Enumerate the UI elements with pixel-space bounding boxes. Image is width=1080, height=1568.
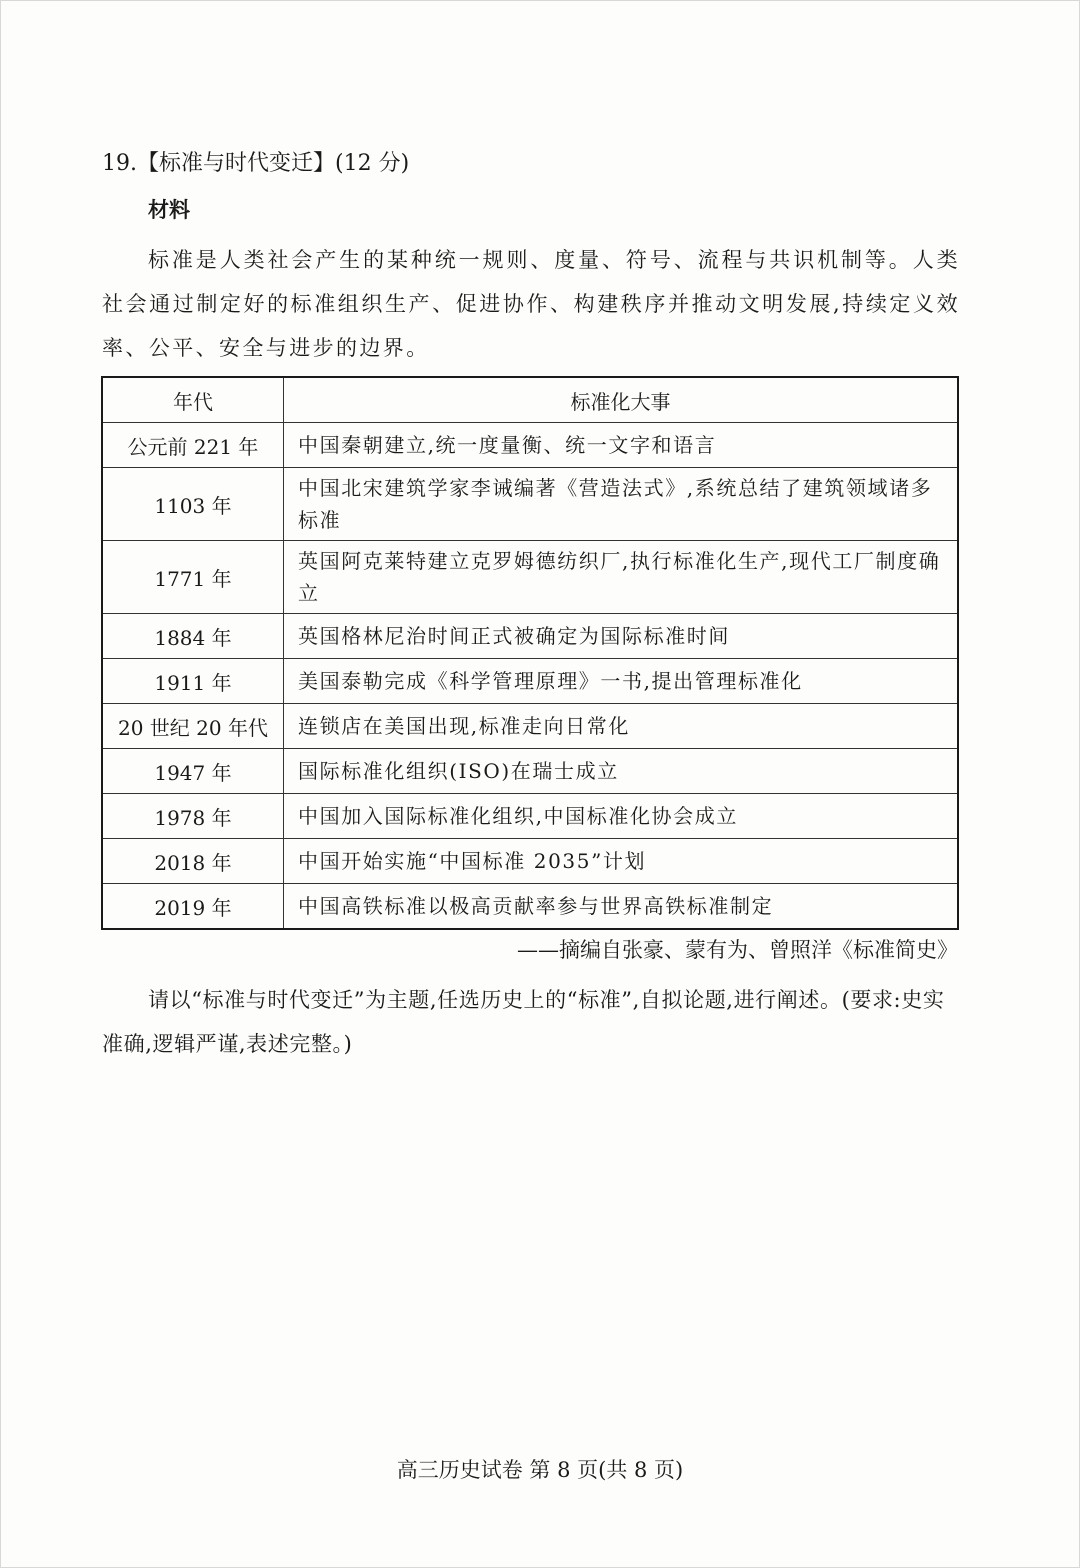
year-cell: 20 世纪 20 年代 — [102, 704, 284, 749]
event-cell: 中国加入国际标准化组织,中国标准化协会成立 — [284, 794, 959, 839]
event-cell: 中国北宋建筑学家李诫编著《营造法式》,系统总结了建筑领域诸多标准 — [284, 468, 959, 541]
material-label: 材料 — [148, 198, 190, 222]
table-row — [102, 659, 958, 704]
table-row — [102, 423, 958, 468]
table-row — [102, 839, 958, 884]
year-cell: 1103 年 — [102, 468, 284, 541]
intro-paragraph: 标准是人类社会产生的某种统一规则、度量、符号、流程与共识机制等。人类社会通过制定好的标准组织生产、促进协作、构建秩序并推动文明发展,持续定义效率、公平、安全与进步的边界。 — [102, 248, 960, 360]
header-era: 年代 — [102, 377, 284, 423]
header-events: 标准化大事 — [284, 377, 959, 423]
essay-prompt: 请以“标准与时代变迁”为主题,任选历史上的“标准”,自拟论题,进行阐述。(要求:史实准确,逻辑严谨,表述完整。) — [102, 988, 945, 1056]
table-row — [102, 749, 958, 794]
question-points: (12 分) — [335, 151, 410, 176]
table-row — [102, 468, 958, 541]
table-row — [102, 884, 958, 930]
year-cell: 1771 年 — [102, 541, 284, 614]
event-cell: 连锁店在美国出现,标准走向日常化 — [284, 704, 959, 749]
table-row — [102, 704, 958, 749]
year-cell: 1947 年 — [102, 749, 284, 794]
year-cell: 1911 年 — [102, 659, 284, 704]
year-cell: 2019 年 — [102, 884, 284, 930]
standardization-events-table — [101, 376, 959, 930]
event-cell: 中国开始实施“中国标准 2035”计划 — [284, 839, 959, 884]
question-title: 【标准与时代变迁】 — [137, 151, 336, 176]
event-cell: 英国格林尼治时间正式被确定为国际标准时间 — [284, 614, 959, 659]
table-row — [102, 614, 958, 659]
event-cell: 中国秦朝建立,统一度量衡、统一文字和语言 — [284, 423, 959, 468]
source-citation: ——摘编自张豪、蒙有为、曾照洋《标准简史》 — [517, 938, 958, 962]
event-cell: 美国泰勒完成《科学管理原理》一书,提出管理标准化 — [284, 659, 959, 704]
year-cell: 1884 年 — [102, 614, 284, 659]
question-number: 19. — [102, 151, 137, 176]
table-header-row — [102, 377, 958, 423]
event-cell: 国际标准化组织(ISO)在瑞士成立 — [284, 749, 959, 794]
question-header — [102, 148, 409, 180]
year-cell: 公元前 221 年 — [102, 423, 284, 468]
table-row — [102, 541, 958, 614]
event-cell: 英国阿克莱特建立克罗姆德纺织厂,执行标准化生产,现代工厂制度确立 — [284, 541, 959, 614]
year-cell: 2018 年 — [102, 839, 284, 884]
year-cell: 1978 年 — [102, 794, 284, 839]
page-footer: 高三历史试卷 第 8 页(共 8 页) — [396, 1458, 684, 1482]
event-cell: 中国高铁标准以极高贡献率参与世界高铁标准制定 — [284, 884, 959, 930]
table-row — [102, 794, 958, 839]
